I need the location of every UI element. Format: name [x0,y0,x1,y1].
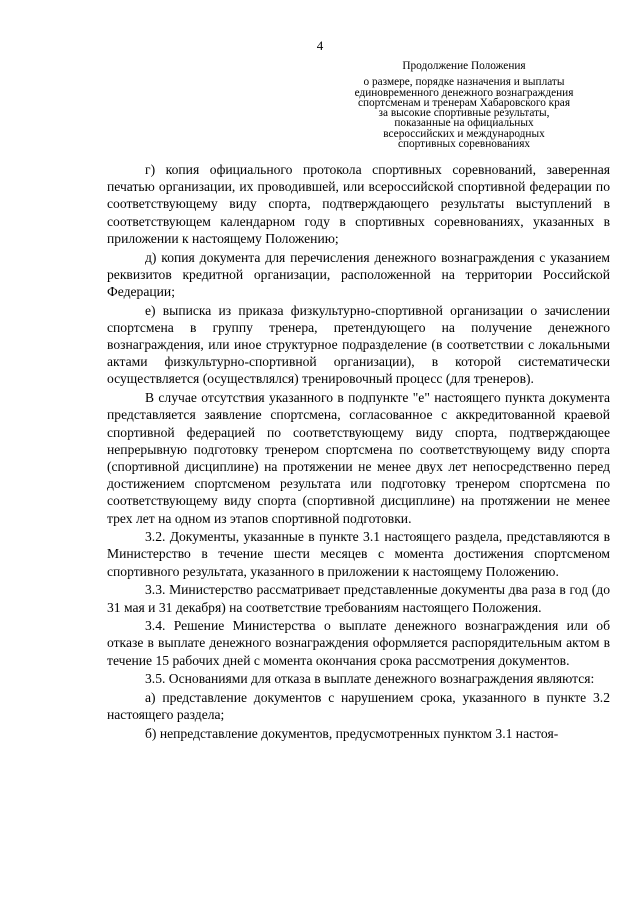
header-line: спортсменам и тренерам Хабаровского края [357,96,571,109]
document-header [330,61,598,149]
paragraph-item-b: б) непредставление документов, предусмотренных пунктом 3.1 настоя- [145,726,559,741]
paragraph-3-3: 3.3. Министерство рассматривает представленные документы два раза в год (до 31 мая и 31 декабря) на соответствие требованиям настоящего Положения. [107,582,610,615]
paragraph-item-e: е) выписка из приказа физкультурно-спортивной организации о зачислении спортсмена в группу тренера, претендующего на получение денежного вознаграждения, или иное структурное подразделение (в соответствии с локальными актами физкультурно-спортивной организации), в которой систематически осуществляется (осуществлялся) тренировочный процесс (для тренеров). [107,302,610,387]
header-line: о размере, порядке назначения и выплаты [363,76,565,89]
header-title: Продолжение Положения [402,60,526,72]
header-line: спортивных соревнованиях [397,138,531,151]
paragraph-absence-case: В случае отсутствия указанного в подпункте "е" настоящего пункта документа представляется заявление спортсмена, согласованное с аккредитованной краевой спортивной федерацией по соответствующему виду спорта, подтверждающее непрерывную подготовку тренером спортсмена по соответствующему виду спорта (спортивной дисциплине) на протяжении не менее двух лет непосредственно перед достижением спортсменом результата или подготовку тренером спортсмена по соответствующему виду спорта (спортивной дисциплине) на протяжении не менее трех лет на одном из этапов спортивной подготовки. [107,390,610,526]
paragraph-item-a: а) представление документов с нарушением срока, указанного в пункте 3.2 настоящего раздела; [107,690,610,723]
header-line: всероссийских и международных [383,127,545,140]
paragraph-3-4: 3.4. Решение Министерства о выплате денежного вознаграждения или об отказе в выплате денежного вознаграждения оформляется распорядительным актом в течение 15 рабочих дней с момента окончания срока рассмотрения документов. [107,618,610,668]
paragraph-item-g: г) копия официального протокола спортивных соревнований, заверенная печатью организации, их проводившей, или всероссийской спортивной федерации по соответствующему виду спорта, подтверждающего результаты выступлений в соответствующем календарном году в спортивных соревнованиях, указанных в приложении к настоящему Положению; [107,162,610,246]
paragraph-3-2: 3.2. Документы, указанные в пункте 3.1 настоящего раздела, представляются в Министерство в течение шести месяцев с момента достижения спортсменом спортивного результата, указанного в приложении к настоящему Положению. [107,529,610,579]
paragraph-item-d: д) копия документа для перечисления денежного вознаграждения с указанием реквизитов кредитной организации, расположенной на территории Российской Федерации; [107,249,610,299]
header-line: показанные на официальных [394,117,534,130]
page-number: 4 [316,38,324,53]
header-line: за высокие спортивные результаты, [378,107,550,120]
header-line: единовременного денежного вознаграждения [354,86,574,99]
paragraph-3-5: 3.5. Основаниями для отказа в выплате денежного вознаграждения являются: [145,671,595,687]
document-body [107,161,610,744]
